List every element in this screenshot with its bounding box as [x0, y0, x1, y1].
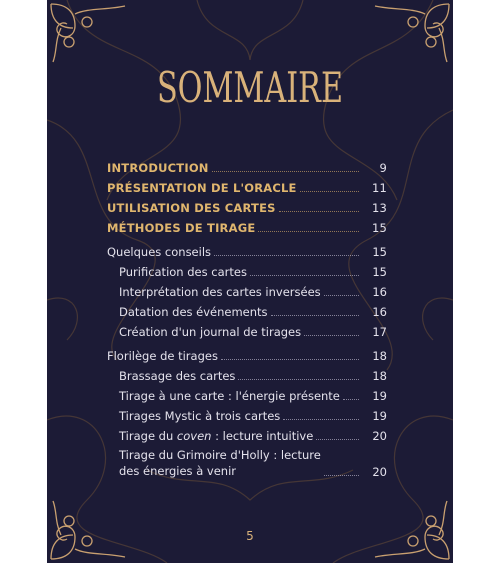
toc-entry-datation[interactable]: Datation des événements 16 [119, 305, 387, 319]
toc-entry-utilisation[interactable]: UTILISATION DES CARTES 13 [107, 201, 387, 215]
toc-entry-tirages-mystic[interactable]: Tirages Mystic à trois cartes 19 [119, 409, 387, 423]
book-page [47, 0, 453, 563]
toc-entry-purification[interactable]: Purification des cartes 15 [119, 265, 387, 279]
toc-entry-tirage-grimoire[interactable]: Tirage du Grimoire d'Holly : lecture des énergies à venir 20 [119, 448, 387, 479]
toc-entry-journal[interactable]: Création d'un journal de tirages 17 [119, 325, 387, 339]
toc-entry-methodes[interactable]: MÉTHODES DE TIRAGE 15 [107, 221, 387, 235]
corner-ornament-top-right [375, 4, 449, 62]
corner-ornament-top-left [51, 4, 125, 62]
toc-entry-tirage-coven[interactable]: Tirage du coven : lecture intuitive 20 [119, 429, 387, 443]
toc-entry-introduction[interactable]: INTRODUCTION 9 [107, 161, 387, 175]
toc-entry-florilege[interactable]: Florilège de tirages 18 [107, 349, 387, 363]
page-number: 5 [246, 529, 254, 543]
toc-entry-tirage-une-carte[interactable]: Tirage à une carte : l'énergie présente 19 [119, 389, 387, 403]
page-title: SOMMAIRE [156, 63, 344, 112]
toc-entry-brassage[interactable]: Brassage des cartes 18 [119, 369, 387, 383]
toc-entry-quelques-conseils[interactable]: Quelques conseils 15 [107, 245, 387, 259]
toc-entry-interpretation[interactable]: Interprétation des cartes inversées 16 [119, 285, 387, 299]
toc-entry-presentation[interactable]: PRÉSENTATION DE L'ORACLE 11 [107, 181, 387, 195]
